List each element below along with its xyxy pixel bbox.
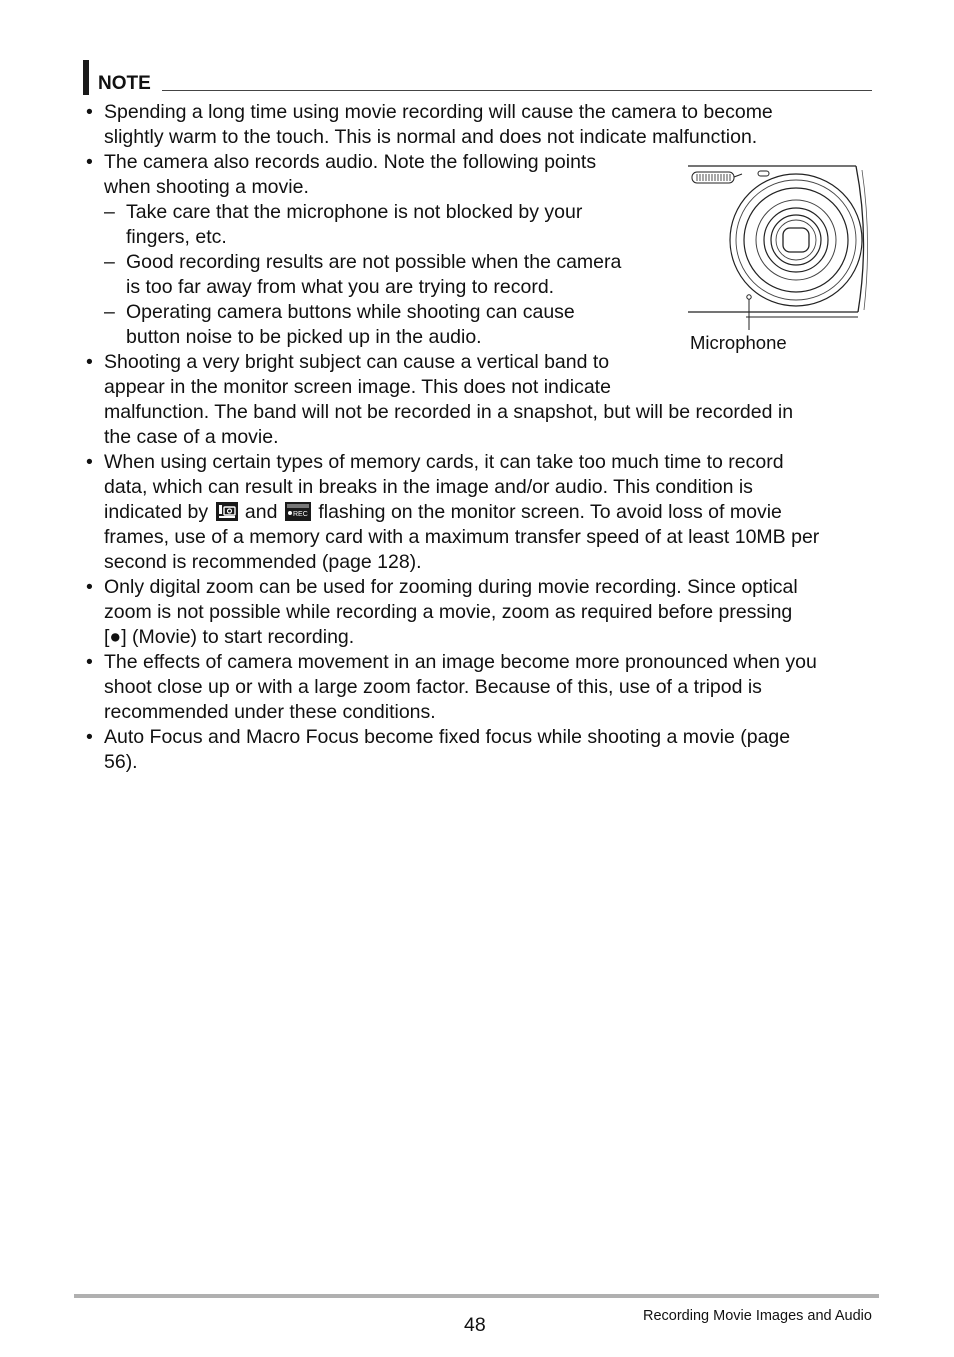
inline-text-before: indicated by xyxy=(104,501,209,523)
bullet-4-line-5: second is recommended (page 128). xyxy=(104,551,422,573)
bullet-2-line-1: The camera also records audio. Note the following points xyxy=(104,151,597,173)
bullet-marker: • xyxy=(86,351,93,373)
bullet-7-line-2: 56). xyxy=(104,751,138,773)
note-heading: NOTE xyxy=(98,73,151,94)
bullet-marker: • xyxy=(86,726,93,748)
bullet-3-line-1: Shooting a very bright subject can cause a vertical band to xyxy=(104,351,610,373)
footer-divider xyxy=(74,1294,879,1298)
inline-text-middle: and xyxy=(244,501,278,523)
bullet-2-line-2: when shooting a movie. xyxy=(104,176,309,198)
sub-bullet-dash: – xyxy=(104,201,115,223)
bullet-marker: • xyxy=(86,451,93,473)
sub-item-3-line-1: Operating camera buttons while shooting can cause xyxy=(126,301,575,323)
bullet-4-line-4: frames, use of a memory card with a maximum transfer speed of at least 10MB per xyxy=(104,526,820,548)
bullet-6-line-2: shoot close up or with a large zoom factor. Because of this, use of a tripod is xyxy=(104,676,762,698)
bullet-4-line-1: When using certain types of memory cards, it can take too much time to record xyxy=(104,451,784,473)
svg-text:REC: REC xyxy=(292,511,308,518)
note-marker-bar xyxy=(83,60,89,95)
sub-item-1-line-2: fingers, etc. xyxy=(126,226,227,248)
bullet-1-line-1: Spending a long time using movie recording will cause the camera to become xyxy=(104,101,773,123)
bullet-7-line-1: Auto Focus and Macro Focus become fixed focus while shooting a movie (page xyxy=(104,726,791,748)
bullet-4-line-2: data, which can result in breaks in the image and/or audio. This condition is xyxy=(104,476,753,498)
sub-item-3-line-2: button noise to be picked up in the audio. xyxy=(126,326,482,348)
sub-bullet-dash: – xyxy=(104,251,115,273)
sub-item-1-line-1: Take care that the microphone is not blocked by your xyxy=(126,201,583,223)
bullet-marker: • xyxy=(86,576,93,598)
bullet-6-line-1: The effects of camera movement in an image become more pronounced when you xyxy=(104,651,817,673)
bullet-marker: • xyxy=(86,101,93,123)
bullet-4-line-3 xyxy=(104,500,782,528)
bullet-5-line-1: Only digital zoom can be used for zooming during movie recording. Since optical xyxy=(104,576,798,598)
camera-front-illustration xyxy=(686,160,872,330)
page-number: 48 xyxy=(464,1314,486,1336)
bullet-1-line-2: slightly warm to the touch. This is normal and does not indicate malfunction. xyxy=(104,126,758,148)
bullet-6-line-3: recommended under these conditions. xyxy=(104,701,436,723)
microphone-caption: Microphone xyxy=(690,332,787,353)
bullet-marker: • xyxy=(86,651,93,673)
bullet-5-line-3: [●] (Movie) to start recording. xyxy=(104,626,355,648)
bullet-marker: • xyxy=(86,151,93,173)
sub-bullet-dash: – xyxy=(104,301,115,323)
inline-text-after: flashing on the monitor screen. To avoid loss of movie xyxy=(318,501,782,523)
camera-icon xyxy=(686,160,872,330)
bullet-3-line-2: appear in the monitor screen image. This does not indicate xyxy=(104,376,611,398)
note-divider xyxy=(162,90,872,91)
footer-section-title: Recording Movie Images and Audio xyxy=(643,1308,872,1324)
sub-item-2-line-2: is too far away from what you are trying to record. xyxy=(126,276,555,298)
bullet-3-line-4: the case of a movie. xyxy=(104,426,279,448)
sub-item-2-line-1: Good recording results are not possible when the camera xyxy=(126,251,622,273)
bullet-3-line-3: malfunction. The band will not be recorded in a snapshot, but will be recorded in xyxy=(104,401,794,423)
bullet-5-line-2: zoom is not possible while recording a movie, zoom as required before pressing xyxy=(104,601,793,623)
